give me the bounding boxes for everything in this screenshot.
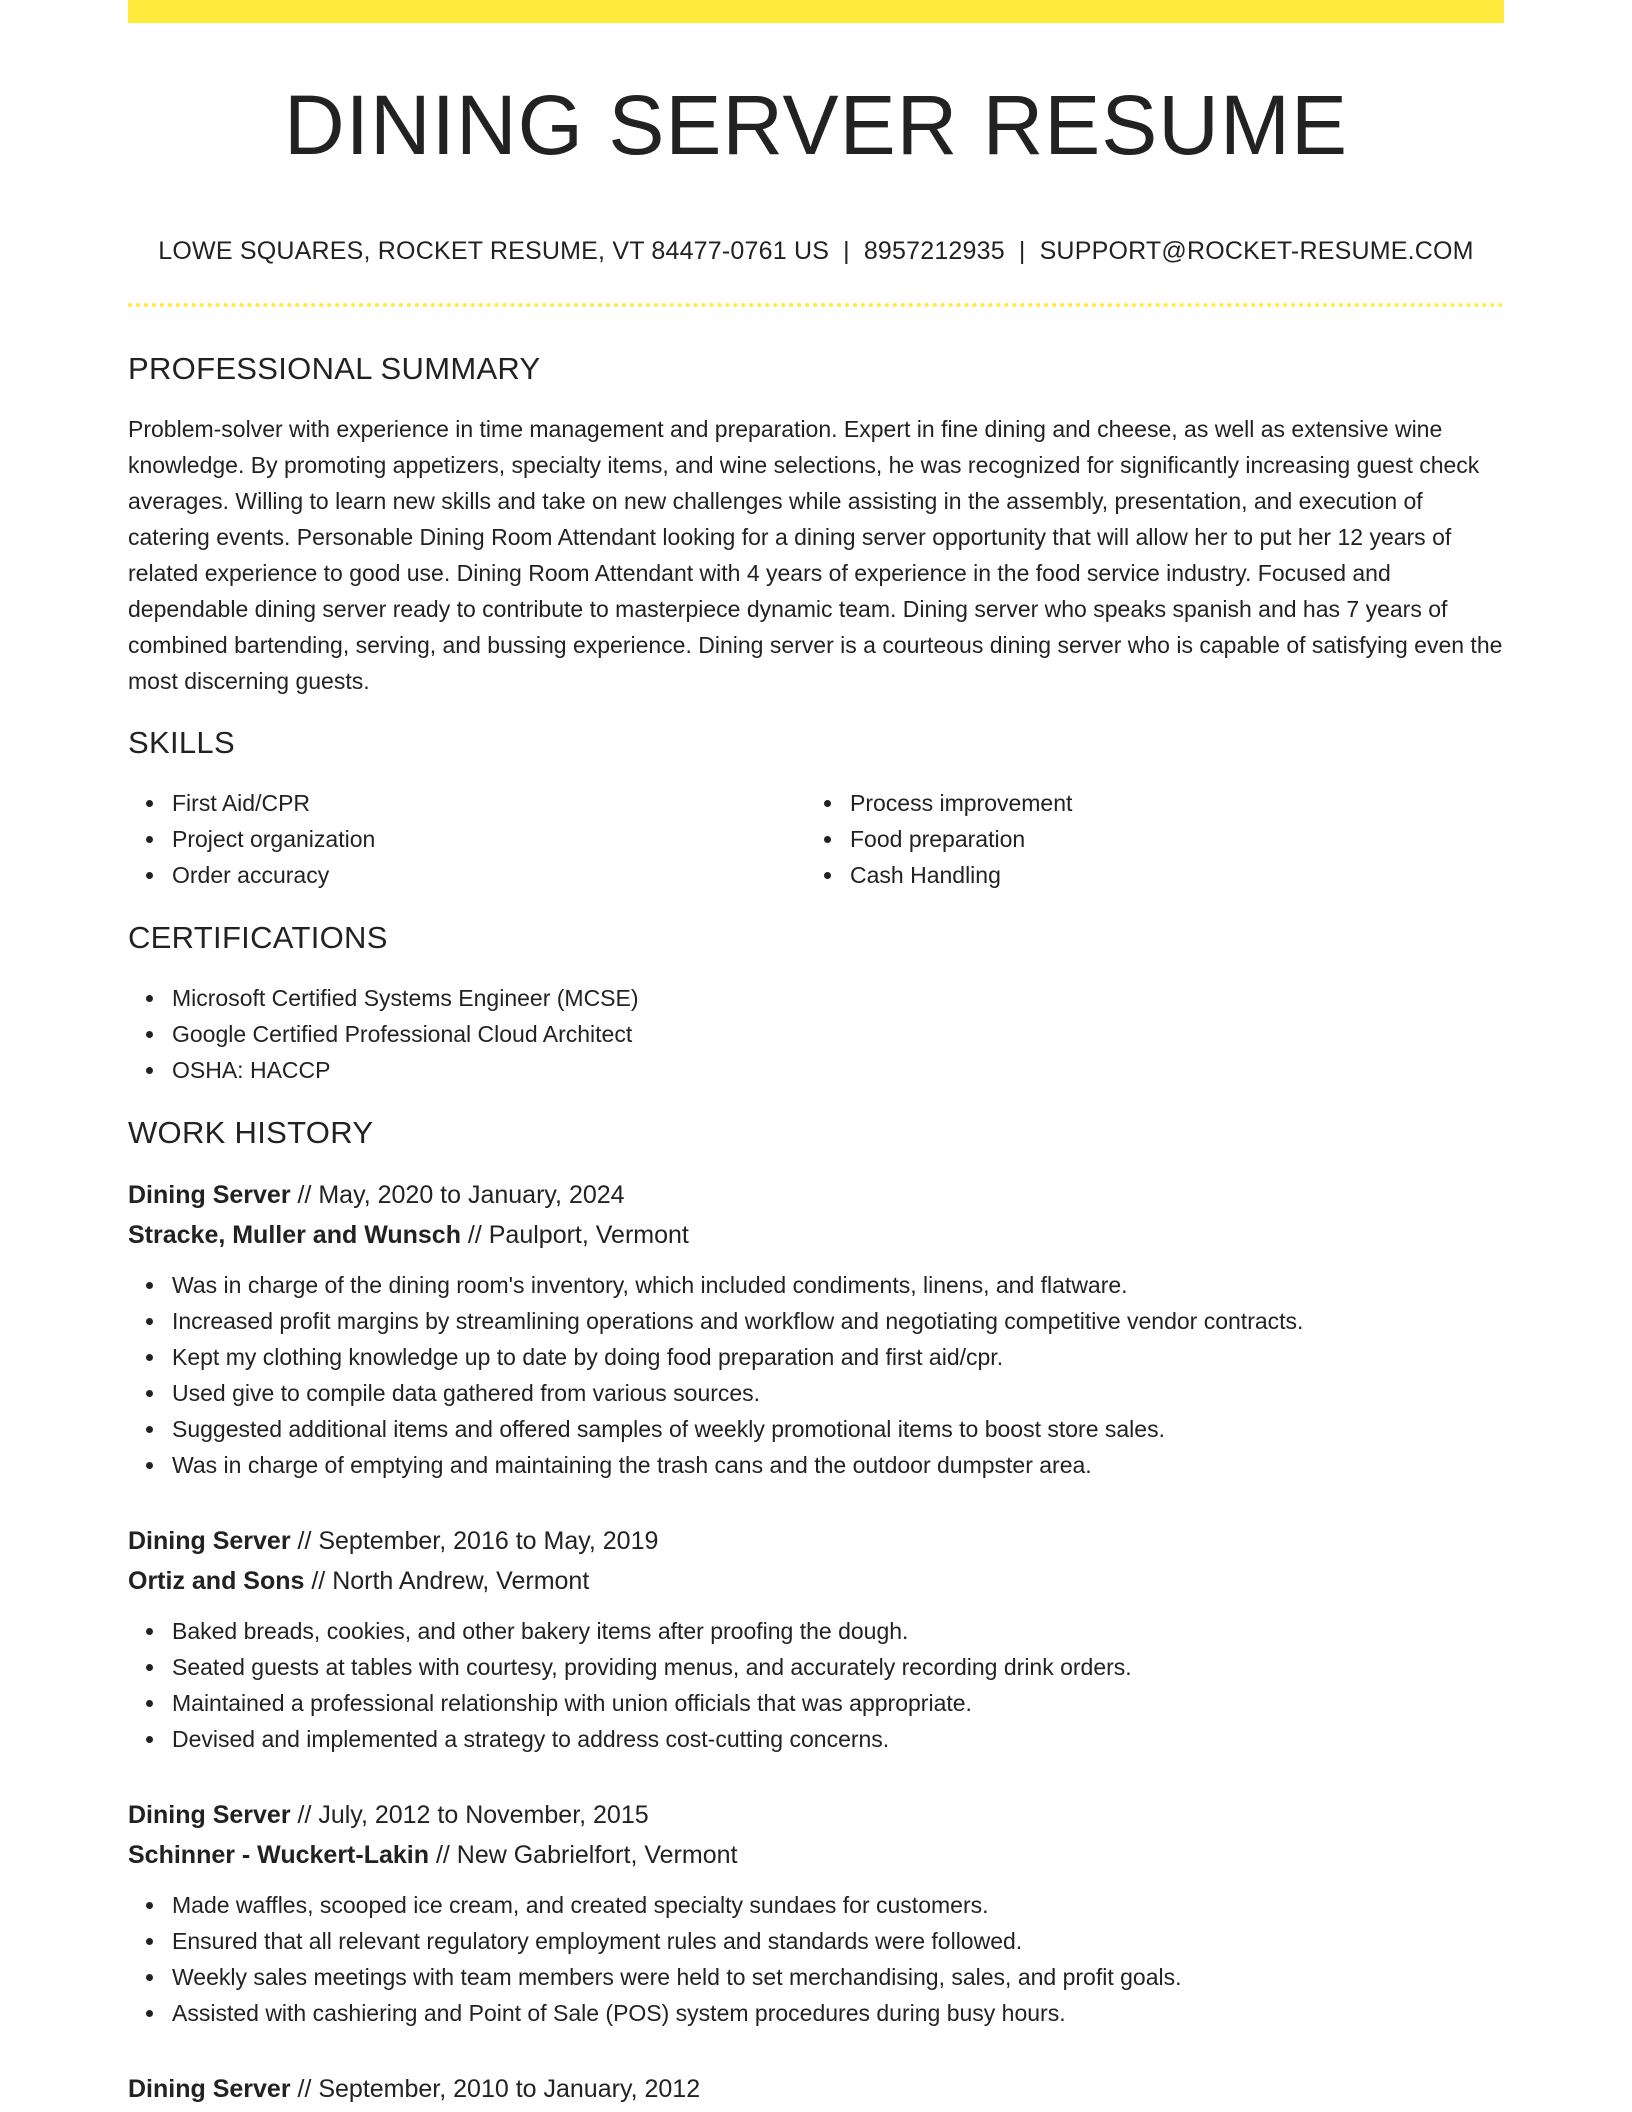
job-location: // Paulport, Vermont — [460, 1221, 689, 1249]
contact-phone: 8957212935 — [863, 237, 1005, 265]
job-title: Dining Server — [128, 1527, 291, 1555]
skill-item: Cash Handling — [850, 857, 1484, 893]
job-location: // North Andrew, Vermont — [304, 1567, 590, 1595]
resume-title: DINING SERVER RESUME — [284, 78, 1348, 172]
contact-separator: | — [1018, 237, 1026, 265]
job-duty: Baked breads, cookies, and other bakery items after proofing the dough. — [172, 1613, 1504, 1649]
summary-text: Problem-solver with experience in time management and preparation. Expert in fine dining and cheese, as well as extensive wine knowledge. By promoting appetizers, specialty items, and wine selections, he was recognized for significantly increasing guest check averages. Willing to learn new skills and take on new challenges while assisting in the assembly, presentation, and execution of catering events. Personable Dining Room Attendant looking for a dining server opportunity that will allow her to put her 12 years of related experience to good use. Dining Room Attendant with 4 years of experience in the food service industry. Focused and dependable dining server ready to contribute to masterpiece dynamic team. Dining server who speaks spanish and has 7 years of combined bartending, serving, and bussing experience. Dining server is a courteous dining server who is capable of satisfying even the most discerning guests. — [128, 416, 1503, 694]
resume-page — [128, 0, 1504, 2109]
accent-bar — [128, 0, 1504, 23]
job-title: Dining Server — [128, 2075, 291, 2103]
job-dates: // September, 2016 to May, 2019 — [290, 1527, 659, 1555]
job-duty: Suggested additional items and offered samples of weekly promotional items to boost store sales. — [172, 1411, 1504, 1447]
skills-heading: SKILLS — [128, 725, 235, 760]
contact-line — [128, 237, 1504, 266]
job-duty: Seated guests at tables with courtesy, providing menus, and accurately recording drink orders. — [172, 1649, 1504, 1685]
job-entry — [128, 2069, 1504, 2109]
job-duty: Weekly sales meetings with team members were held to set merchandising, sales, and profit goals. — [172, 1959, 1504, 1995]
skills-list-left — [128, 785, 806, 893]
job-duty: Used give to compile data gathered from various sources. — [172, 1375, 1504, 1411]
contact-separator: | — [843, 237, 850, 265]
job-company-line — [128, 1215, 1504, 1255]
job-dates: // September, 2010 to January, 2012 — [290, 2075, 701, 2103]
skills-column-right — [806, 785, 1484, 893]
skills-grid — [128, 785, 1504, 893]
job-duty: Assisted with cashiering and Point of Sale (POS) system procedures during busy hours. — [172, 1995, 1504, 2031]
job-title-line — [128, 1175, 1504, 1215]
job-duty: Maintained a professional relationship with union officials that was appropriate. — [172, 1685, 1504, 1721]
job-company-line — [128, 1835, 1504, 1875]
job-duty: Kept my clothing knowledge up to date by doing food preparation and first aid/cpr. — [172, 1339, 1504, 1375]
job-title-line — [128, 2069, 1504, 2109]
job-duties-list — [128, 1613, 1504, 1757]
skill-item: First Aid/CPR — [172, 785, 806, 821]
certifications-heading: CERTIFICATIONS — [128, 920, 388, 955]
job-duties-list — [128, 1887, 1504, 2031]
job-company: Stracke, Muller and Wunsch — [128, 1221, 461, 1249]
certifications-list — [128, 980, 1504, 1088]
skills-list-right — [806, 785, 1484, 893]
job-title-line — [128, 1521, 1504, 1561]
job-duty: Was in charge of the dining room's inventory, which included condiments, linens, and flatware. — [172, 1267, 1504, 1303]
job-duty: Increased profit margins by streamlining operations and workflow and negotiating competitive vendor contracts. — [172, 1303, 1504, 1339]
dotted-divider — [128, 303, 1504, 307]
job-duty: Ensured that all relevant regulatory employment rules and standards were followed. — [172, 1923, 1504, 1959]
job-duties-list — [128, 1267, 1504, 1483]
contact-email: SUPPORT@ROCKET-RESUME.COM — [1039, 237, 1474, 265]
job-entry — [128, 1521, 1504, 1757]
job-duty: Made waffles, scooped ice cream, and created specialty sundaes for customers. — [172, 1887, 1504, 1923]
job-entry — [128, 1175, 1504, 1483]
skill-item: Project organization — [172, 821, 806, 857]
job-title: Dining Server — [128, 1801, 291, 1829]
skill-item: Process improvement — [850, 785, 1484, 821]
job-entry — [128, 1795, 1504, 2031]
job-company-line — [128, 1561, 1504, 1601]
job-company: Schinner - Wuckert-Lakin — [128, 1841, 429, 1869]
job-location: // New Gabrielfort, Vermont — [429, 1841, 738, 1869]
skill-item: Order accuracy — [172, 857, 806, 893]
skills-column-left — [128, 785, 806, 893]
job-duty: Devised and implemented a strategy to address cost-cutting concerns. — [172, 1721, 1504, 1757]
job-dates: // May, 2020 to January, 2024 — [290, 1181, 625, 1209]
job-title: Dining Server — [128, 1181, 291, 1209]
work-history-heading: WORK HISTORY — [128, 1115, 374, 1150]
job-dates: // July, 2012 to November, 2015 — [290, 1801, 649, 1829]
job-duty: Was in charge of emptying and maintaining the trash cans and the outdoor dumpster area. — [172, 1447, 1504, 1483]
certification-item: OSHA: HACCP — [172, 1052, 1504, 1088]
skill-item: Food preparation — [850, 821, 1484, 857]
summary-heading: PROFESSIONAL SUMMARY — [128, 351, 541, 386]
certification-item: Microsoft Certified Systems Engineer (MCSE) — [172, 980, 1504, 1016]
contact-address: LOWE SQUARES, ROCKET RESUME, VT 84477-0761 US — [158, 237, 830, 265]
job-title-line — [128, 1795, 1504, 1835]
job-company: Ortiz and Sons — [128, 1567, 305, 1595]
certification-item: Google Certified Professional Cloud Architect — [172, 1016, 1504, 1052]
